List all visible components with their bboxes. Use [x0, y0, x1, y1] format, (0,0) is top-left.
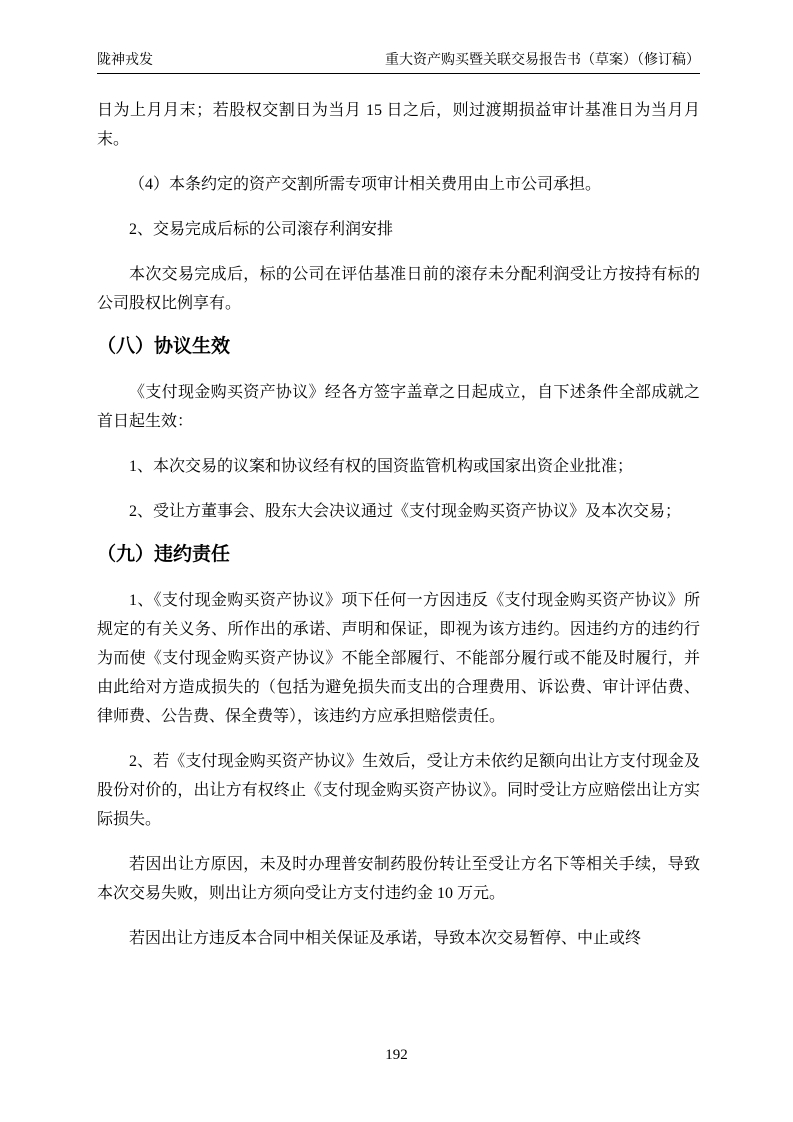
header-report-title: 重大资产购买暨关联交易报告书（草案）（修订稿） — [385, 53, 700, 68]
paragraph: 1、《支付现金购买资产协议》项下任何一方因违反《支付现金购买资产协议》所规定的有关义务、所作出的承诺、声明和保证，即视为该方违约。因违约方的违约行为而使《支付现金购买资产协议》不能全部履行、不能部分履行或不能及时履行，并由此给对方造成损失的（包括为避免损失而支出的合理费用、诉讼费、审计评估费、律师费、公告费、保全费等），该违约方应承担赔偿责任。 — [97, 592, 700, 725]
page-footer — [0, 1046, 793, 1064]
paragraph: 本次交易完成后，标的公司在评估基准日前的滚存未分配利润受让方按持有标的公司股权比例享有。 — [97, 266, 700, 312]
paragraph: 《支付现金购买资产协议》经各方签字盖章之日起成立，自下述条件全部成就之首日起生效： — [97, 384, 700, 430]
header-company-name: 陇神戎发 — [97, 53, 153, 68]
page-number: 192 — [385, 1047, 408, 1063]
paragraph: 日为上月月末；若股权交割日为当月 15 日之后，则过渡期损益审计基准日为当月月末。 — [97, 102, 700, 148]
paragraph: 若因出让方违反本合同中相关保证及承诺，导致本次交易暂停、中止或终 — [129, 930, 642, 947]
paragraph: 2、受让方董事会、股东大会决议通过《支付现金购买资产协议》及本次交易； — [129, 503, 682, 520]
paragraph: 1、本次交易的议案和协议经有权的国资监管机构或国家出资企业批准； — [129, 458, 634, 475]
paragraph: 若因出让方原因，未及时办理普安制药股份转让至受让方名下等相关手续，导致本次交易失败，则出让方须向受让方支付违约金 10 万元。 — [97, 856, 700, 902]
document-body — [97, 96, 700, 953]
paragraph: （4）本条约定的资产交割所需专项审计相关费用由上市公司承担。 — [129, 176, 602, 193]
section-heading-breach-liability: （九）违约责任 — [97, 544, 231, 565]
page-header — [97, 52, 700, 74]
paragraph: 2、交易完成后标的公司滚存利润安排 — [129, 221, 394, 238]
paragraph: 2、若《支付现金购买资产协议》生效后，受让方未依约足额向出让方支付现金及股份对价的，出让方有权终止《支付现金购买资产协议》。同时受让方应赔偿出让方实际损失。 — [97, 753, 700, 828]
section-heading-agreement-effectiveness: （八）协议生效 — [97, 336, 231, 357]
